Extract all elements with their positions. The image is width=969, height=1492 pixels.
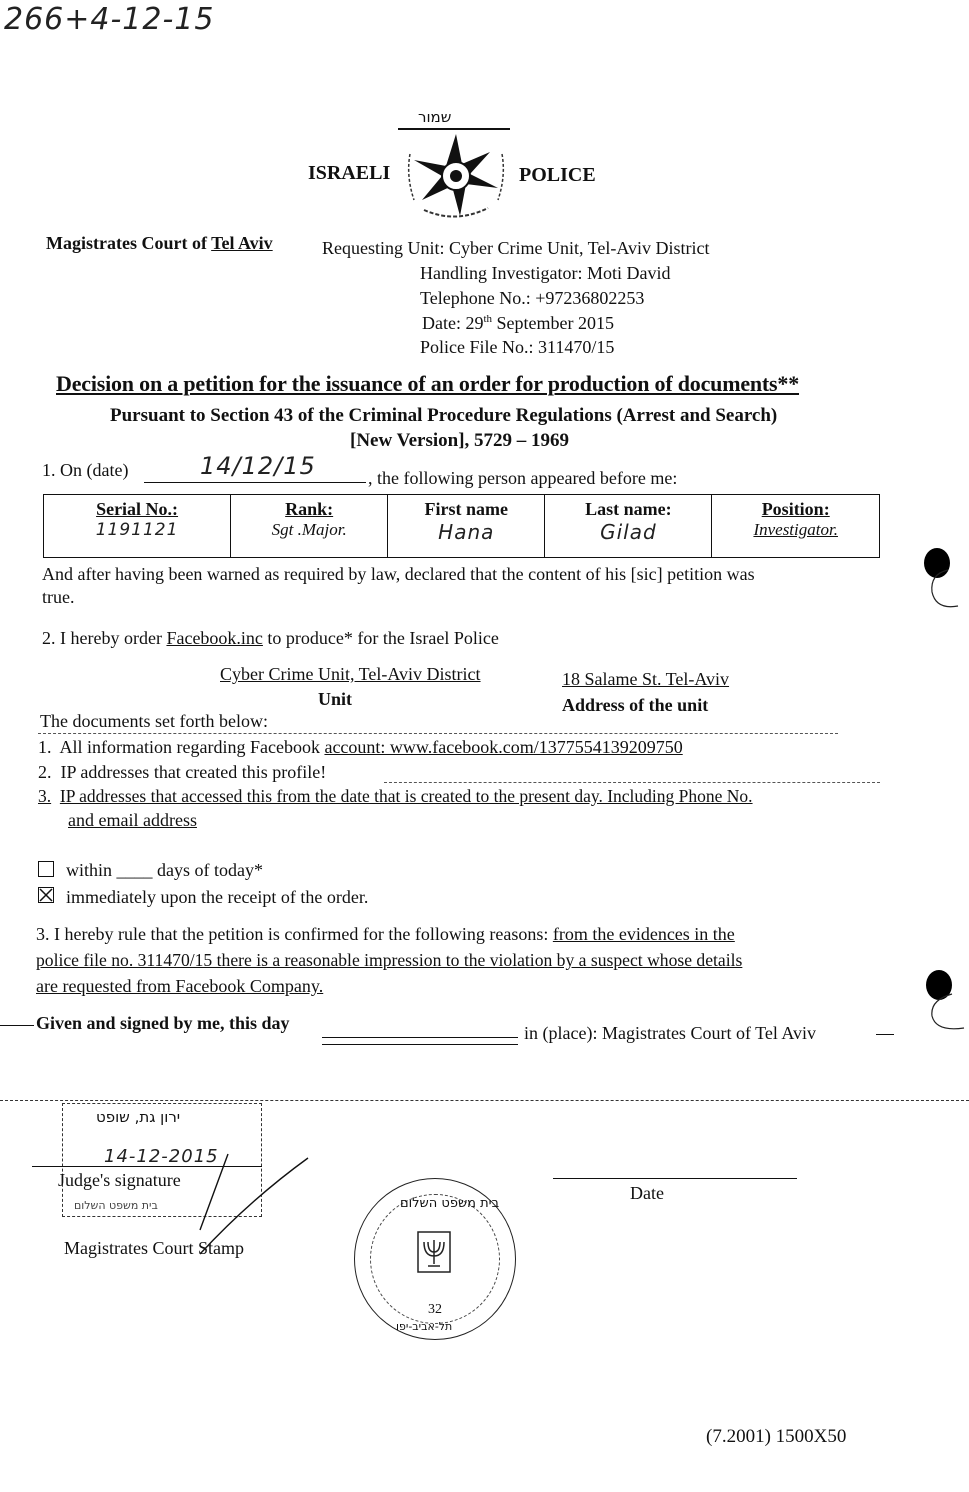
court-seal-top-text: בית משפט השלום	[400, 1196, 500, 1211]
value-position: Investigator.	[753, 520, 838, 539]
section-divider	[0, 1100, 969, 1101]
document-1-text: All information regarding Facebook	[59, 737, 325, 757]
ruling-line-3: are requested from Facebook Company.	[36, 976, 324, 996]
value-serial: 1191121	[95, 520, 179, 540]
handling-investigator: Handling Investigator: Moti David	[420, 263, 671, 283]
document-item-1	[38, 737, 683, 758]
document-item-2	[38, 762, 326, 783]
given-leader-line	[0, 1025, 34, 1026]
requesting-unit: Requesting Unit: Cyber Crime Unit, Tel-Aviv District	[322, 238, 710, 258]
ruling-line-2: police file no. 311470/15 there is a reasonable impression to the violation by a suspect whose details	[36, 950, 743, 970]
date-signature-line	[553, 1178, 797, 1179]
court-city: Tel Aviv	[211, 233, 273, 253]
court-seal-number: 32	[428, 1302, 442, 1317]
request-date	[422, 313, 614, 334]
form-code: (7.2001) 1500X50	[706, 1426, 847, 1447]
menorah-emblem-icon	[416, 1230, 452, 1274]
documents-intro: The documents set forth below:	[40, 711, 268, 731]
declaration-line-2: true.	[42, 587, 75, 607]
given-place-text: in (place): Magistrates Court of Tel Aviv	[524, 1023, 817, 1043]
date-day: Date: 29	[422, 313, 484, 333]
header-first-name: First name	[424, 499, 509, 519]
decision-version: [New Version], 5729 – 1969	[350, 430, 570, 451]
checkbox-x-icon	[38, 887, 54, 903]
date-label: Date	[630, 1183, 664, 1203]
header-last-name: Last name:	[585, 499, 672, 519]
within-days-label: within ____ days of today*	[66, 860, 263, 880]
header-position: Position:	[761, 499, 830, 519]
header-serial: Serial No.:	[96, 499, 179, 519]
document-3-number: 3.	[38, 786, 52, 806]
date-suffix: th	[483, 313, 493, 325]
binder-hole-edge-icon-2	[928, 990, 968, 1036]
value-rank: Sgt .Major.	[271, 520, 347, 539]
decision-title: Decision on a petition for the issuance of an order for production of documents**	[56, 371, 800, 396]
court-stamp-label: Magistrates Court Stamp	[64, 1238, 244, 1258]
ruling-prefix: 3. I hereby rule that the petition is confirmed for the following reasons:	[36, 924, 553, 944]
header-police: POLICE	[519, 164, 596, 186]
handwritten-reference: 266+4-12-15	[4, 2, 215, 37]
address-label: Address of the unit	[562, 695, 709, 715]
immediately-checkbox[interactable]	[38, 887, 54, 903]
immediately-label: immediately upon the receipt of the order.	[66, 887, 369, 907]
ruling-reason-part-1: from the evidences in the	[552, 924, 735, 944]
document-1-account: account: www.facebook.com/1377554139209750	[324, 737, 683, 757]
unit-value: Cyber Crime Unit, Tel-Aviv District	[220, 664, 481, 684]
date-month-year: September 2015	[492, 313, 615, 333]
document-item-3	[38, 786, 753, 807]
given-place	[524, 1023, 816, 1044]
document-3-text: IP addresses that accessed this from the date that is created to the present day. Including Phone No.	[59, 786, 753, 806]
hebrew-confidential-mark: שמור	[418, 108, 452, 126]
police-emblem-icon	[400, 130, 512, 222]
value-first-name: Hana	[438, 520, 495, 544]
appearance-intro: 1. On (date)	[42, 460, 129, 480]
given-trailing-line	[876, 1034, 894, 1035]
document-2-blank-line	[384, 782, 880, 783]
police-file-number: Police File No.: 311470/15	[420, 337, 615, 357]
header-rank: Rank:	[285, 499, 334, 519]
given-day-blank-2	[322, 1044, 518, 1045]
court-seal-bottom-text: תל-אביב-יפו	[396, 1320, 453, 1333]
judge-stamp-court: בית משפט השלום	[74, 1199, 158, 1212]
appearance-suffix: , the following person appeared before me:	[368, 468, 678, 488]
date-blank-line	[144, 482, 366, 483]
unit-label: Unit	[318, 689, 353, 709]
officer-table	[43, 494, 880, 558]
document-2-text: IP addresses that created this profile!	[60, 762, 327, 782]
appearance-date-handwritten: 14/12/15	[200, 452, 316, 480]
given-day-blank	[322, 1037, 518, 1038]
value-last-name: Gilad	[600, 520, 657, 544]
documents-divider	[38, 733, 838, 734]
judge-signed-date: 14-12-2015	[104, 1146, 219, 1167]
court-label: Magistrates Court of	[46, 233, 207, 253]
order-suffix: to produce* for the Israel Police	[262, 628, 499, 648]
court-name	[46, 233, 273, 254]
document-2-number: 2.	[38, 762, 52, 782]
header-israeli: ISRAELI	[308, 162, 391, 184]
document-1-number: 1.	[38, 737, 52, 757]
given-signed-label: Given and signed by me, this day	[36, 1013, 290, 1033]
ruling-line-1	[36, 924, 735, 945]
order-company: Facebook.inc	[166, 628, 263, 648]
telephone-number: Telephone No.: +97236802253	[420, 288, 645, 308]
binder-hole-edge-icon	[928, 566, 968, 612]
within-days-checkbox[interactable]	[38, 861, 54, 877]
judge-stamp-name: ירון גת, שופט	[96, 1108, 181, 1126]
order-statement	[42, 628, 499, 649]
judge-signature-label: Judge's signature	[58, 1170, 181, 1190]
document-item-3-continued: and email address	[68, 810, 197, 830]
declaration-line-1: And after having been warned as required by law, declared that the content of his [sic] petition was	[42, 564, 755, 584]
address-value: 18 Salame St. Tel-Aviv	[562, 669, 730, 689]
decision-subtitle: Pursuant to Section 43 of the Criminal Procedure Regulations (Arrest and Search)	[110, 405, 778, 426]
order-prefix: 2. I hereby order	[42, 628, 167, 648]
